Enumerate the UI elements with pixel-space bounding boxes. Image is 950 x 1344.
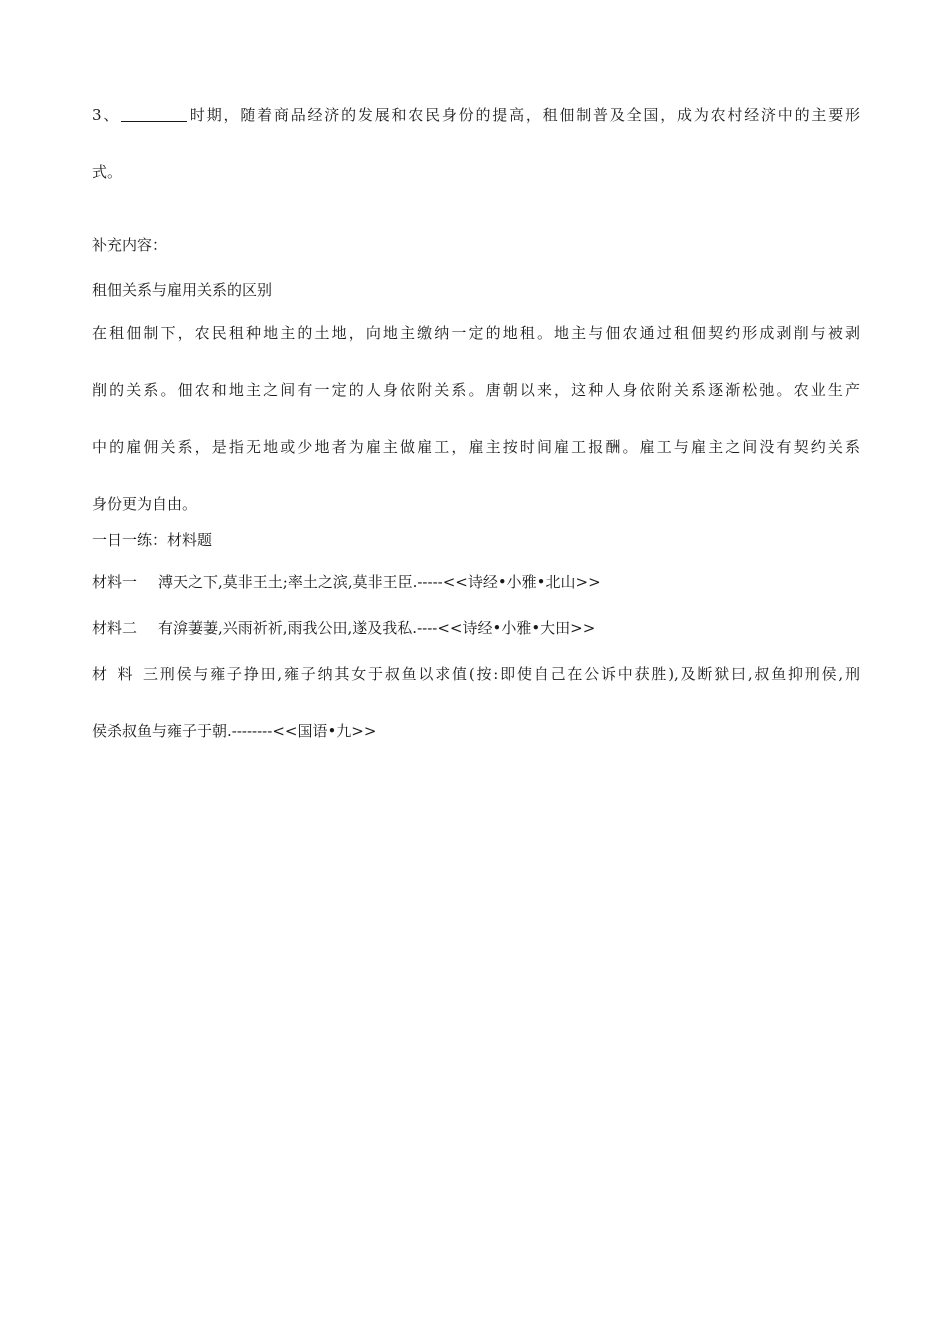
question-3-line-2: 式。 <box>92 163 123 181</box>
supplement-heading: 补充内容： <box>92 236 168 254</box>
material-text: 刑侯与雍子挣田,雍子纳其女于叔鱼以求值(按:即使自己在公诉中获胜),及断狱曰,叔鱼抑刑侯,刑 <box>158 665 860 683</box>
paragraph-line: 在租佃制下，农民租种地主的土地，向地主缴纳一定的地租。地主与佃农通过租佃契约形成剥削与被剥 <box>92 324 860 342</box>
question-3-line-1 <box>92 100 860 130</box>
fill-in-blank[interactable] <box>121 103 187 122</box>
question-3-number: 3、 <box>92 106 121 124</box>
supplement-paragraph <box>92 318 860 519</box>
practice-heading: 一日一练：材料题 <box>92 531 213 549</box>
material-3-line-1 <box>92 659 860 689</box>
material-3-line-2: 侯杀叔鱼与雍子于朝.--------<<国语•九>> <box>92 722 377 740</box>
paragraph-line: 中的雇佣关系，是指无地或少地者为雇主做雇工，雇主按时间雇工报酬。雇工与雇主之间没有契约关系 <box>92 438 860 456</box>
material-label: 材料二 <box>92 619 138 637</box>
material-text: 有渰萋萋,兴雨祈祈,雨我公田,遂及我私.----<<诗经•小雅•大田>> <box>158 619 596 637</box>
paragraph-line: 削的关系。佃农和地主之间有一定的人身依附关系。唐朝以来，这种人身依附关系逐渐松弛。农业生产 <box>92 381 860 399</box>
supplement-subheading: 租佃关系与雇用关系的区别 <box>92 281 273 299</box>
material-label: 材料三 <box>92 665 158 683</box>
paragraph-line: 身份更为自由。 <box>92 495 198 513</box>
material-1 <box>92 567 601 597</box>
material-2 <box>92 613 595 643</box>
material-text: 溥天之下,莫非王土;率土之滨,莫非王臣.-----<<诗经•小雅•北山>> <box>158 573 601 591</box>
material-label: 材料一 <box>92 573 138 591</box>
question-3 <box>92 100 860 187</box>
question-3-text: 时期，随着商品经济的发展和农民身份的提高，租佃制普及全国，成为农村经济中的主要形 <box>188 106 860 124</box>
material-3 <box>92 659 860 746</box>
